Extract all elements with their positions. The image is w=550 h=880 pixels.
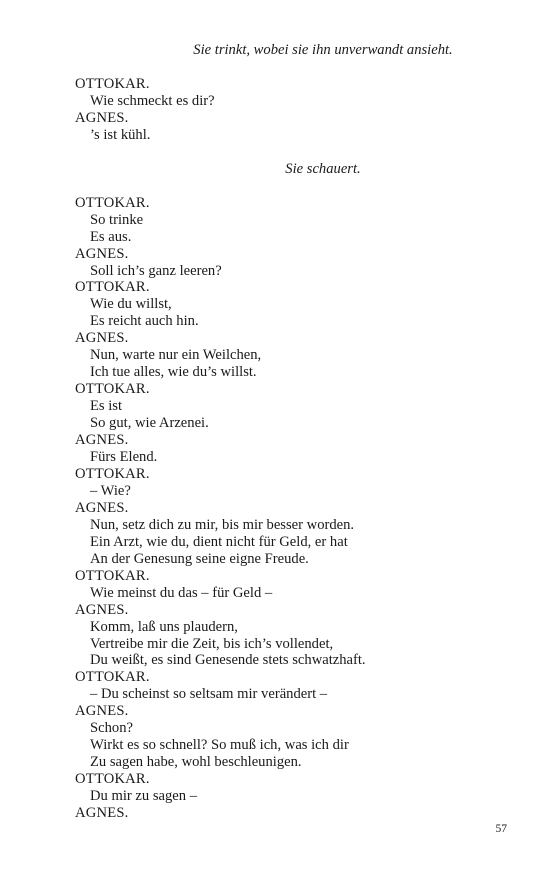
dialogue-line: Ein Arzt, wie du, dient nicht für Geld, er hat: [90, 533, 348, 550]
speaker-name: OTTOKAR.: [75, 75, 150, 92]
speaker-name: OTTOKAR.: [75, 771, 150, 788]
speaker-name: AGNES.: [75, 499, 129, 516]
dialogue-line: Schon?: [90, 720, 133, 737]
speaker-name: AGNES.: [75, 245, 129, 262]
stage-direction: Sie schauert.: [285, 160, 361, 177]
dialogue-line: ’s ist kühl.: [90, 126, 151, 143]
dialogue-line: Wie schmeckt es dir?: [90, 92, 215, 109]
page-number: 57: [495, 823, 507, 835]
speaker-name: AGNES.: [75, 703, 129, 720]
dialogue-line: Komm, laß uns plaudern,: [90, 618, 238, 635]
speaker-name: AGNES.: [75, 330, 129, 347]
stage-direction: Sie trinkt, wobei sie ihn unverwandt ansieht.: [193, 42, 453, 58]
dialogue-line: Du weißt, es sind Genesende stets schwatzhaft.: [90, 652, 366, 669]
play-text: [75, 42, 515, 822]
dialogue-line: Es aus.: [90, 228, 132, 245]
dialogue-line: – Du scheinst so seltsam mir verändert –: [90, 686, 328, 703]
dialogue-line: So trinke: [90, 211, 144, 228]
dialogue-line: Zu sagen habe, wohl beschleunigen.: [90, 754, 302, 771]
dialogue-line: Du mir zu sagen –: [90, 788, 197, 805]
speaker-name: OTTOKAR.: [75, 669, 150, 686]
speaker-name: OTTOKAR.: [75, 194, 150, 211]
dialogue-line: An der Genesung seine eigne Freude.: [90, 550, 309, 567]
dialogue-line: Fürs Elend.: [90, 449, 158, 466]
dialogue-line: Nun, warte nur ein Weilchen,: [90, 347, 262, 364]
speaker-name: AGNES.: [75, 601, 129, 618]
dialogue-line: Es ist: [90, 398, 123, 415]
dialogue-line: Nun, setz dich zu mir, bis mir besser worden.: [90, 516, 355, 533]
speaker-name: OTTOKAR.: [75, 381, 150, 398]
speaker-name: OTTOKAR.: [75, 465, 150, 482]
speaker-name: AGNES.: [75, 109, 129, 126]
dialogue-line: Vertreibe mir die Zeit, bis ich’s vollendet,: [90, 635, 334, 652]
dialogue-line: Wie meinst du das – für Geld –: [90, 584, 273, 601]
dialogue-line: Soll ich’s ganz leeren?: [90, 262, 222, 279]
dialogue-line: – Wie?: [90, 482, 131, 499]
speaker-name: AGNES.: [75, 432, 129, 449]
dialogue-line: Wirkt es so schnell? So muß ich, was ich dir: [90, 737, 349, 754]
speaker-name: OTTOKAR.: [75, 567, 150, 584]
dialogue-line: Ich tue alles, wie du’s willst.: [90, 364, 257, 381]
dialogue-line: Wie du willst,: [90, 296, 172, 313]
dialogue-line: So gut, wie Arzenei.: [90, 415, 209, 432]
speaker-name: AGNES.: [75, 805, 129, 822]
dialogue-line: Es reicht auch hin.: [90, 313, 199, 330]
speaker-name: OTTOKAR.: [75, 279, 150, 296]
